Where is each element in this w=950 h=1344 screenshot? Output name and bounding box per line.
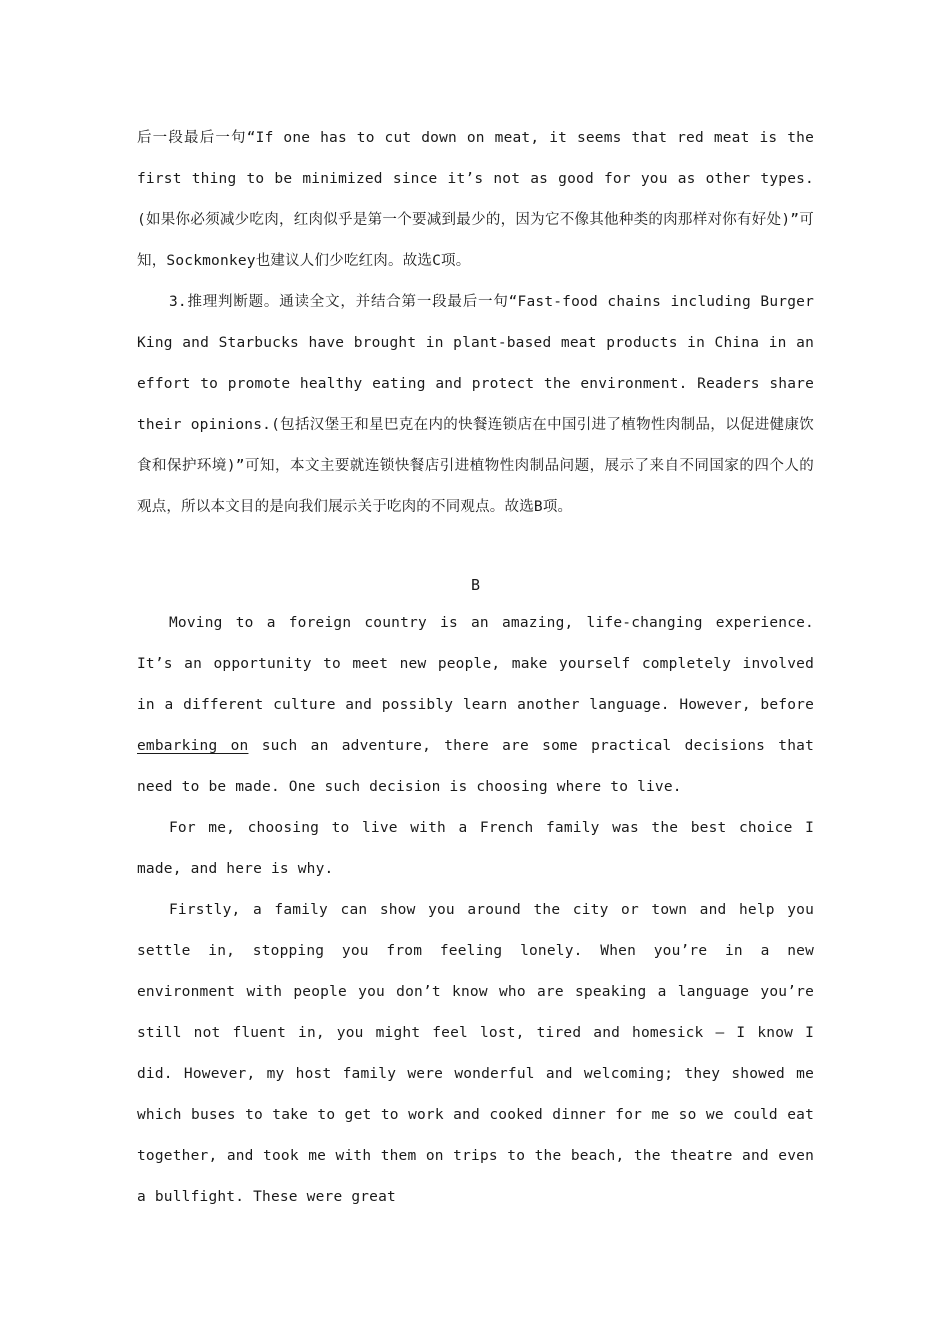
passage-paragraph-3: Firstly, a family can show you around the city or town and help you settle in, stopping you from feeling lonely. When you’re in a new environment with people you don’t know who are speaking a language you’re still not fluent in, you might feel lost, tired and homesick — I know I did. However, my host family were wonderful and welcoming; they showed me which buses to take to get to work and cooked dinner for me so we could eat together, and took me with them on trips to the beach, the theatre and even a bullfight. These were great: [137, 902, 814, 1205]
underlined-phrase: embarking on: [137, 738, 249, 754]
answer-explanation-3: 3.推理判断题。通读全文，并结合第一段最后一句“Fast-food chains including Burger King and Starbucks have brought in plant-based meat products in China in an effort to promote healthy eating and protect the environment. Readers share their opinions.(包括汉堡王和星巴克在内的快餐连锁店在中国引进了植物性肉制品，以促进健康饮食和保护环境)”可知，本文主要就连锁快餐店引进植物性肉制品问题，展示了来自不同国家的四个人的观点，所以本文目的是向我们展示关于吃肉的不同观点。故选B项。: [137, 294, 814, 515]
passage-paragraph-2: For me, choosing to live with a French family was the best choice I made, and here is why.: [137, 820, 814, 877]
passage-title: B: [470, 576, 481, 594]
passage-paragraph-1-text-b: such an adventure, there are some practical decisions that need to be made. One such decision is choosing where to live.: [137, 738, 814, 795]
document-page: [137, 118, 814, 1218]
passage-paragraph-1-text-a: Moving to a foreign country is an amazing, life-changing experience. It’s an opportunity to meet new people, make yourself completely involved in a different culture and possibly learn another language. However, before: [137, 615, 814, 713]
answer-explanation-2-tail: 后一段最后一句“If one has to cut down on meat, it seems that red meat is the first thing to be minimized since it’s not as good for you as other types.(如果你必须减少吃肉，红肉似乎是第一个要减到最少的，因为它不像其他种类的肉那样对你有好处)”可知，Sockmonkey也建议人们少吃红肉。故选C项。: [137, 130, 814, 269]
section-spacer: [137, 528, 814, 568]
passage-paragraph-1: [137, 603, 814, 808]
